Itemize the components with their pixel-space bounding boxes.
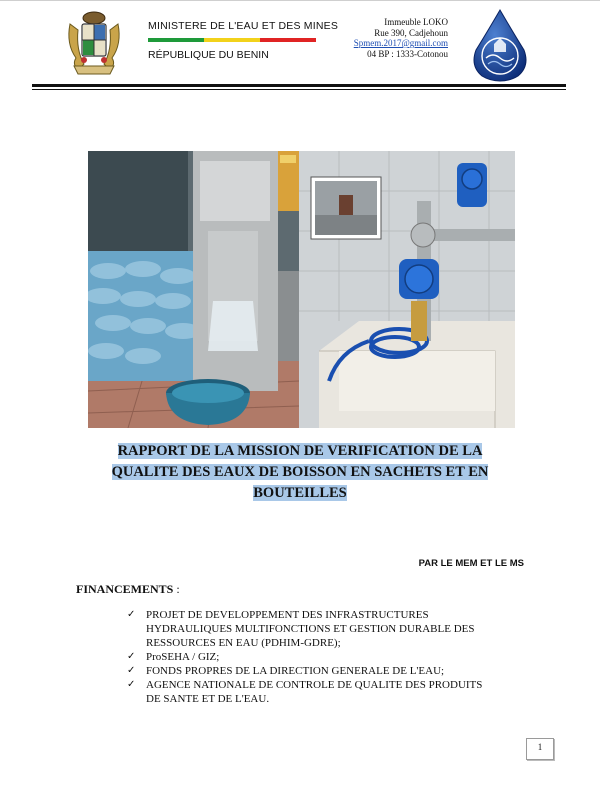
report-title-line-1: RAPPORT DE LA MISSION DE VERIFICATION DE LA [117,443,483,459]
checkmark-icon: ✓ [127,609,136,620]
report-authors: PAR LE MEM ET LE MS [418,558,524,569]
funding-item-label: AGENCE NATIONALE DE CONTROLE DE QUALITE DES PRODUITS DE SANTE ET DE L'EAU. [146,679,483,705]
flag-color-bar [148,38,316,42]
page-edge [0,0,600,1]
header-rule-thick [32,84,566,87]
checkmark-icon: ✓ [127,679,136,690]
checkmark-icon: ✓ [127,665,136,676]
flag-red-stripe [260,38,316,42]
coat-of-arms-icon [62,10,126,78]
header-rule-thin [32,89,566,90]
funding-item-label: FONDS PROPRES DE LA DIRECTION GENERALE DE L'EAU; [146,665,445,677]
page-number: 1 [526,738,554,760]
sachet-machine-photo [88,151,299,428]
address-street: Rue 390, Cadjehoun [374,27,448,38]
republic-name: RÉPUBLIQUE DU BENIN [148,49,269,61]
address-block [318,17,448,59]
report-title-line-3: BOUTEILLES [253,485,347,501]
funding-heading-colon: : [173,582,180,596]
funding-list-item [124,664,524,678]
checkmark-icon: ✓ [127,651,136,662]
funding-list-item [124,650,524,664]
water-drop-logo-icon [468,8,532,82]
flag-green-stripe [148,38,204,42]
funding-list [124,608,524,706]
address-building: Immeuble LOKO [384,17,448,27]
funding-list-item [124,608,524,650]
address-po-box: 04 BP : 1333-Cotonou [367,48,448,59]
ministry-name: MINISTERE DE L'EAU ET DES MINES [148,20,339,32]
water-meter-photo [299,151,515,428]
funding-heading-label: FINANCEMENTS [76,582,174,596]
report-title [70,441,530,504]
funding-item-label: ProSEHA / GIZ; [146,651,220,663]
report-title-line-2: QUALITE DES EAUX DE BOISSON EN SACHETS ET EN [111,464,489,480]
funding-list-item [124,678,524,706]
flag-yellow-stripe [204,38,260,42]
funding-heading [76,582,180,597]
funding-item-label: PROJET DE DEVELOPPEMENT DES INFRASTRUCTURES HYDRAULIQUES MULTIFONCTIONS ET GESTION DURABLE DES RESSOURCES EN EAU (PDHIM-GDRE); [146,609,475,649]
address-email-link[interactable]: Spmem.2017@gmail.com [353,38,448,48]
